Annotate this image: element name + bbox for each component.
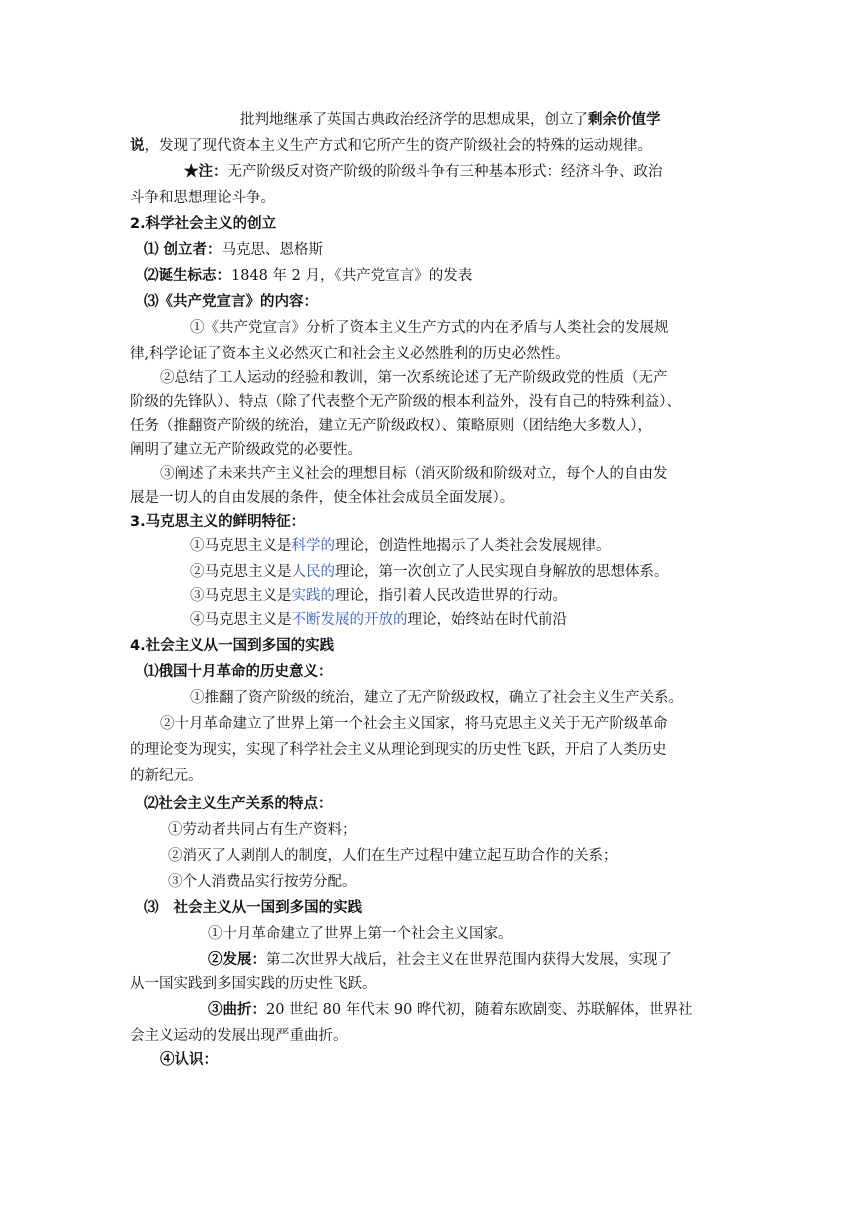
note-line-2 (130, 186, 730, 210)
manifesto-point-1-line-1: ①《共产党宣言》分析了资本主义生产方式的内在矛盾与人类社会的发展规 (190, 320, 669, 336)
manifesto-point-2-line-2: 阶级的先锋队）、特点（除了代表整个无产阶级的根本利益外，没有自己的特殊利益）、 (130, 394, 681, 410)
practice-heading: ⑶ 社会主义从一国到多国的实践 (144, 900, 363, 916)
section-4-heading: 4.社会主义从一国到多国的实践 (130, 638, 335, 654)
october-point-1: ①推翻了资产阶级的统治，建立了无产阶级政权，确立了社会主义生产关系。 (190, 690, 683, 706)
intro-line-2 (130, 134, 730, 158)
feature-2 (190, 560, 790, 584)
intro-text: ，发现了现代资本主义生产方式和它所产生的资产阶级社会的特殊的运动规律。 (144, 138, 652, 154)
feature-keyword: 科学的 (291, 538, 335, 554)
feature-text: ①马克思主义是 (190, 538, 292, 554)
feature-text: ③马克思主义是 (190, 588, 292, 604)
practice-point-3-line-2: 会主义运动的发展出现严重曲折。 (130, 1028, 348, 1044)
manifesto-point-3-line-2: 展是一切人的自由发展的条件，使全体社会成员全面发展）。 (130, 490, 515, 506)
development-label: ②发展： (208, 951, 266, 968)
section-3-heading: 3.马克思主义的鲜明特征： (130, 514, 306, 530)
manifesto-point-1-line-2: 律,科学论证了资本主义必然灭亡和社会主义必然胜利的历史必然性。 (130, 346, 570, 362)
surplus-value-term: 剩余价值学 (588, 111, 661, 128)
practice-point-3-line-1 (208, 998, 730, 1022)
relations-point-3: ③个人消费品实行按劳分配。 (168, 874, 357, 890)
practice-point-2-line-2: 从一国实践到多国实践的历史性飞跃。 (130, 976, 377, 992)
note-label: ★注： (184, 163, 228, 180)
surplus-value-term-end: 说 (130, 137, 145, 154)
manifesto-point-2-line-4: 阐明了建立无产阶级政党的必要性。 (130, 442, 362, 458)
feature-text: 理论，始终站在时代前沿 (407, 612, 567, 628)
feature-keyword: 人民的 (291, 564, 335, 580)
october-point-2-line-2: 的理论变为现实，实现了科学社会主义从理论到现实的历史性飞跃，开启了人类历史 (130, 742, 667, 758)
manifesto-point-3-line-1: ③阐述了未来共产主义社会的理想目标（消灭阶级和阶级对立，每个人的自由发 (160, 466, 668, 482)
note-line-1 (184, 160, 730, 184)
birth-mark-line (144, 264, 744, 288)
development-text: 第二次世界大战后，社会主义在世界范围内获得大发展，实现了 (266, 952, 672, 968)
section-2-heading: 2.科学社会主义的创立 (130, 216, 277, 232)
manifesto-heading: ⑶《共产党宣言》的内容： (144, 294, 318, 310)
intro-line-1 (240, 108, 730, 132)
feature-text: 理论，指引着人民改造世界的行动。 (335, 588, 567, 604)
founders-text: 马克思、恩格斯 (221, 242, 324, 258)
founders-line (144, 238, 744, 262)
feature-text: 理论，第一次创立了人民实现自身解放的思想体系。 (335, 564, 669, 580)
feature-text: ②马克思主义是 (190, 564, 292, 580)
october-revolution-heading: ⑴俄国十月革命的历史意义： (144, 664, 333, 680)
feature-text: 理论，创造性地揭示了人类社会发展规律。 (335, 538, 611, 554)
october-point-2-line-1: ②十月革命建立了世界上第一个社会主义国家，将马克思主义关于无产阶级革命 (160, 716, 668, 732)
feature-1 (190, 534, 790, 558)
practice-point-1: ①十月革命建立了世界上第一个社会主义国家。 (208, 926, 513, 942)
feature-keyword: 不断发展的开放的 (291, 612, 408, 628)
feature-4 (190, 608, 790, 632)
understanding-label: ④认识： (160, 1051, 218, 1068)
birth-mark-label: ⑵诞生标志： (144, 268, 231, 284)
intro-text: 批判地继承了英国古典政治经济学的思想成果，创立了 (240, 112, 588, 128)
october-point-2-line-3: 的新纪元。 (130, 768, 203, 784)
note-text: 斗争和思想理论斗争。 (130, 190, 275, 206)
relations-point-1: ①劳动者共同占有生产资料； (168, 822, 357, 838)
manifesto-point-2-line-1: ②总结了工人运动的经验和教训，第一次系统论述了无产阶级政党的性质（无产 (160, 370, 668, 386)
feature-keyword: 实践的 (291, 588, 335, 604)
setback-label: ③曲折： (208, 1001, 266, 1018)
feature-3 (190, 584, 790, 608)
note-text: 无产阶级反对资产阶级的阶级斗争有三种基本形式：经济斗争、政治 (227, 164, 663, 180)
birth-mark-text: 1848 年 2 月，《共产党宣言》的发表 (231, 268, 473, 284)
relations-point-2: ②消灭了人剥削人的制度，人们在生产过程中建立起互助合作的关系； (168, 848, 618, 864)
founders-label: ⑴ 创立者： (144, 242, 222, 258)
manifesto-point-2-line-3: 任务（推翻资产阶级的统治，建立无产阶级政权）、策略原则（团结绝大多数人）， (130, 418, 652, 434)
relations-heading: ⑵社会主义生产关系的特点： (144, 796, 333, 812)
practice-point-2-line-1 (208, 948, 730, 972)
setback-text: 20 世纪 80 年代末 90 晔代初，随着东欧剧变、苏联解体，世界社 (266, 1002, 693, 1018)
feature-text: ④马克思主义是 (190, 612, 292, 628)
